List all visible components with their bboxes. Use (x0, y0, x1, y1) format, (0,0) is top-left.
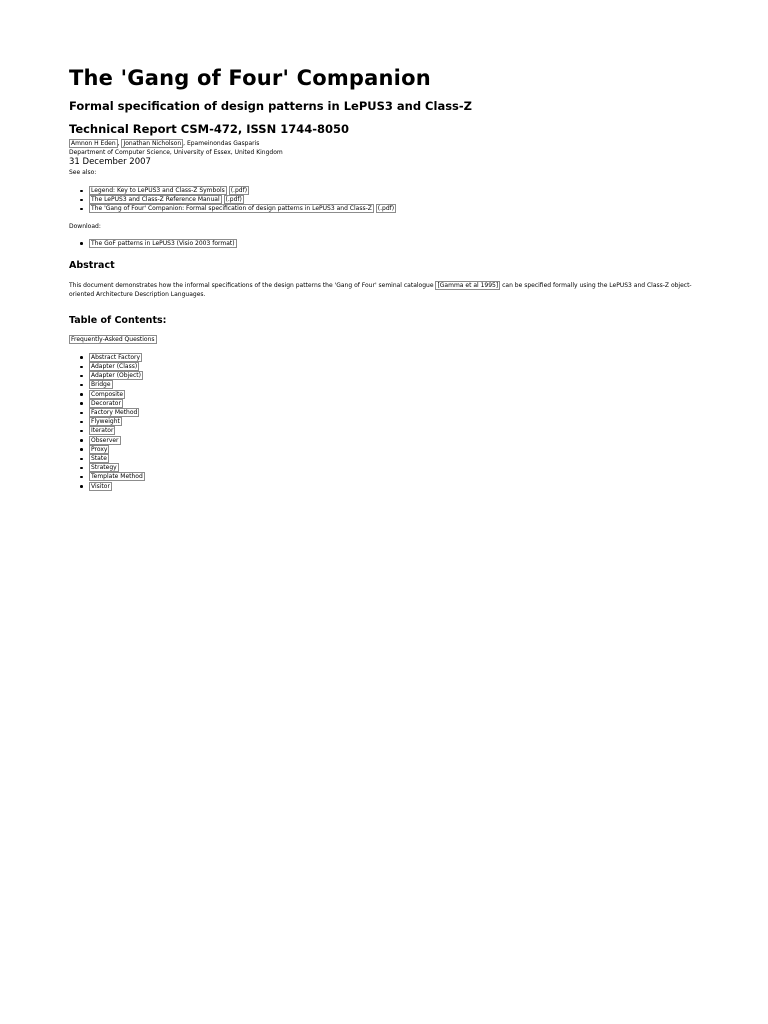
list-item (69, 353, 699, 362)
list-item (69, 426, 699, 435)
toc-link-factory-method[interactable]: Factory Method (91, 409, 138, 417)
list-item (69, 417, 699, 426)
abstract-text (69, 281, 699, 300)
author-separator: , (117, 140, 122, 147)
toc-link-bridge[interactable]: Bridge (91, 381, 111, 389)
legend-link[interactable]: Legend: Key to LePUS3 and Class-Z Symbols (91, 187, 225, 194)
toc-link-observer[interactable]: Observer (91, 436, 119, 444)
toc-link-state[interactable]: State (91, 455, 107, 463)
toc-list (69, 353, 699, 491)
legend-pdf-link[interactable]: (.pdf) (230, 187, 248, 194)
companion-link[interactable]: The 'Gang of Four' Companion: Formal specification of design patterns in LePUS3 and Class-Z (91, 205, 372, 213)
download-list (69, 239, 699, 248)
list-item (69, 371, 699, 380)
toc-link-abstract-factory[interactable]: Abstract Factory (91, 353, 141, 361)
report-number: Technical Report CSM-472, ISSN 1744-8050 (69, 122, 350, 136)
toc-link-iterator[interactable]: Iterator (91, 427, 114, 435)
reference-manual-link[interactable]: The LePUS3 and Class-Z Reference Manual (91, 196, 220, 204)
toc-link-proxy[interactable]: Proxy (91, 445, 108, 453)
abstract-text-after: can be specified formally using the LePUS3 and Class-Z object-oriented Architecture Description Languages. (69, 281, 692, 299)
toc-link-adapter-object[interactable]: Adapter (Object) (91, 372, 141, 380)
toc-link-flyweight[interactable]: Flyweight (91, 418, 120, 426)
list-item (69, 239, 699, 248)
list-item (69, 463, 699, 472)
author-gasparis: , Epameinondas Gasparis (183, 140, 260, 147)
list-item (69, 204, 699, 213)
list-item (69, 436, 699, 445)
companion-pdf-link[interactable]: (.pdf) (377, 205, 395, 213)
list-item (69, 390, 699, 399)
author-link-eden[interactable]: Amnon H Eden (71, 140, 116, 147)
list-item (69, 454, 699, 463)
abstract-text-before: This document demonstrates how the informal specifications of the design patterns the 'Gang of Four' seminal catalogue (69, 281, 436, 289)
authors-line (69, 139, 699, 148)
list-item (69, 482, 699, 491)
toc-link-adapter-class[interactable]: Adapter (Class) (91, 363, 138, 371)
download-label: Download: (69, 222, 101, 230)
department: Department of Computer Science, University of Essex, United Kingdom (69, 149, 283, 156)
list-item (69, 445, 699, 454)
list-item (69, 399, 699, 408)
list-item (69, 195, 699, 204)
reference-manual-pdf-link[interactable]: (.pdf) (225, 196, 242, 204)
toc-heading: Table of Contents: (69, 314, 167, 326)
page-title: The 'Gang of Four' Companion (69, 66, 431, 90)
list-item (69, 472, 699, 481)
page-subtitle: Formal specification of design patterns in LePUS3 and Class-Z (69, 99, 472, 113)
list-item (69, 408, 699, 417)
toc-link-composite[interactable]: Composite (91, 390, 124, 398)
document-page (69, 64, 699, 491)
gamma-citation-link[interactable]: [Gamma et al 1995] (437, 281, 499, 289)
list-item (69, 186, 699, 195)
abstract-heading: Abstract (69, 259, 115, 271)
toc-link-template-method[interactable]: Template Method (91, 473, 143, 481)
see-also-list (69, 186, 699, 214)
visio-download-link[interactable]: The GoF patterns in LePUS3 (Visio 2003 format) (91, 239, 235, 247)
list-item (69, 362, 699, 371)
toc-link-strategy[interactable]: Strategy (91, 464, 117, 472)
faq-line (69, 335, 699, 344)
list-item (69, 380, 699, 389)
report-date: 31 December 2007 (69, 157, 151, 167)
toc-link-visitor[interactable]: Visitor (91, 482, 110, 490)
see-also-label: See also: (69, 169, 97, 176)
toc-link-decorator[interactable]: Decorator (91, 399, 121, 407)
faq-link[interactable]: Frequently-Asked Questions (71, 335, 155, 343)
author-link-nicholson[interactable]: Jonathan Nicholson (123, 140, 182, 147)
